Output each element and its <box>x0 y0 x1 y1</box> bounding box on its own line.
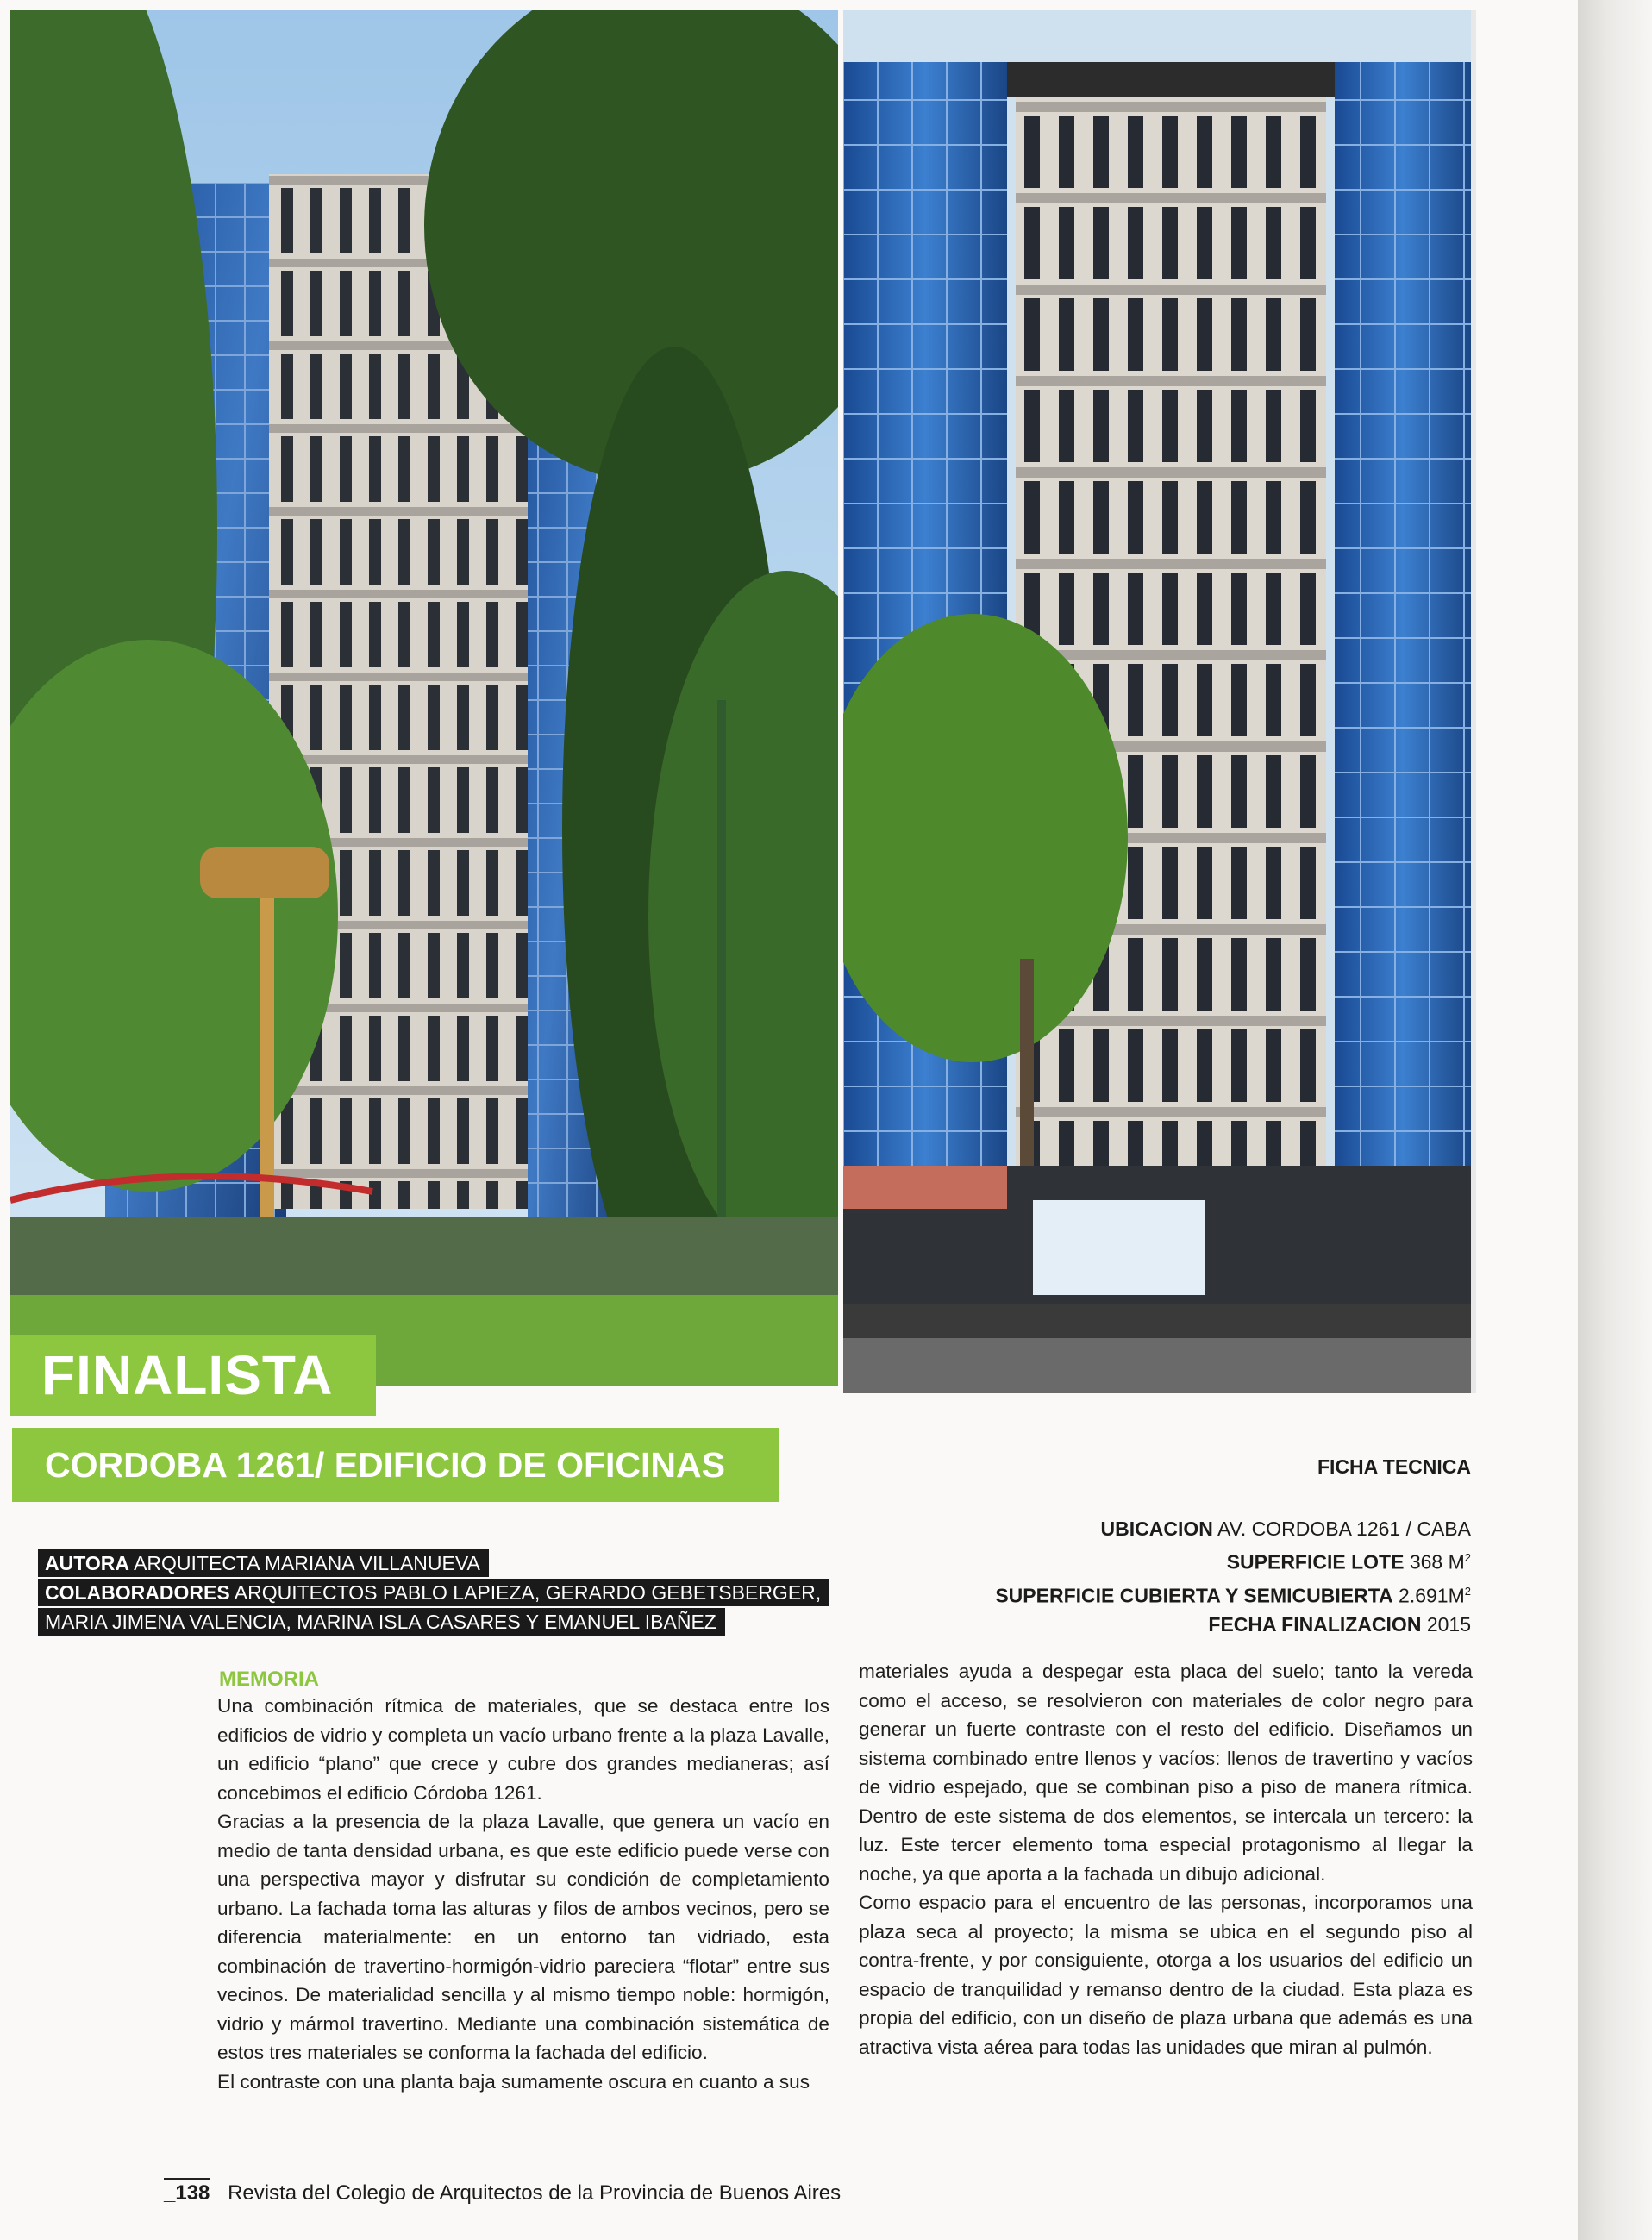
credit-colaboradores <box>38 1579 829 1606</box>
memoria-paragraph-5: Como espacio para el encuentro de las personas, incorporamos una plaza seca al proyecto; la misma se ubica en el segundo piso al contra-frente, y por consiguiente, otorga a los usuarios del edificio un espacio de tranquilidad y remanso dentro de la ciudad. Esta plaza es propia del edificio, con un diseño de plaza urbana que además es una atractiva vista aérea para todas las unidades que miran al pulmón. <box>859 1892 1473 2058</box>
colaboradores-label: COLABORADORES <box>45 1581 230 1604</box>
publication-name: Revista del Colegio de Arquitectos de la Provincia de Buenos Aires <box>228 2181 842 2205</box>
lote-value: 368 M <box>1409 1550 1465 1574</box>
cubierta-superscript: 2 <box>1464 1584 1471 1598</box>
body-column-right <box>859 1657 1473 2062</box>
credits-block <box>38 1549 829 1637</box>
ficha-fecha <box>995 1610 1471 1639</box>
ficha-tecnica-title: FICHA TECNICA <box>1317 1455 1471 1478</box>
page-number: _138 <box>164 2178 210 2205</box>
photo-building-street-facade <box>843 10 1476 1393</box>
cubierta-value: 2.691M <box>1399 1584 1465 1607</box>
body-column-left <box>217 1692 829 2096</box>
project-title-banner: CORDOBA 1261/ EDIFICIO DE OFICINAS <box>12 1428 779 1502</box>
ficha-ubicacion <box>995 1514 1471 1543</box>
colaboradores-value-2: MARIA JIMENA VALENCIA, MARINA ISLA CASARES Y EMANUEL IBAÑEZ <box>45 1611 716 1633</box>
photo-building-from-plaza <box>10 10 838 1386</box>
ubicacion-label: UBICACION <box>1100 1517 1213 1540</box>
lote-label: SUPERFICIE LOTE <box>1226 1550 1405 1574</box>
ubicacion-value: AV. CORDOBA 1261 / CABA <box>1217 1517 1471 1540</box>
finalista-banner: FINALISTA <box>10 1335 376 1416</box>
memoria-paragraph-4: materiales ayuda a despegar esta placa del suelo; tanto la vereda como el acceso, se resolvieron con materiales de color negro para generar un fuerte contraste con el resto del edificio. Diseñamos un sistema combinado entre llenos y vacíos: llenos de travertino y vacíos de vidrio espejado, que se combinan piso a piso de manera rítmica. Dentro de este sistema de dos elementos, se intercala un tercero: la luz. Este tercer elemento toma especial protagonismo al llegar la noche, ya que aporta a la fachada un dibujo adicional. <box>859 1661 1473 1885</box>
ficha-tecnica <box>995 1514 1471 1639</box>
autora-value: ARQUITECTA MARIANA VILLANUEVA <box>134 1552 480 1574</box>
colaboradores-value-1: ARQUITECTOS PABLO LAPIEZA, GERARDO GEBETSBERGER, <box>234 1581 822 1604</box>
page-gutter <box>1578 0 1652 2240</box>
ficha-lote <box>995 1543 1471 1577</box>
autora-label: AUTORA <box>45 1552 129 1574</box>
lote-superscript: 2 <box>1464 1551 1471 1564</box>
cubierta-label: SUPERFICIE CUBIERTA Y SEMICUBIERTA <box>995 1584 1393 1607</box>
credit-colaboradores-cont <box>38 1608 725 1636</box>
memoria-paragraph-3: El contraste con una planta baja sumamente oscura en cuanto a sus <box>217 2070 810 2093</box>
ficha-cubierta <box>995 1577 1471 1611</box>
fecha-label: FECHA FINALIZACION <box>1208 1613 1422 1636</box>
credit-autora <box>38 1549 489 1577</box>
fecha-value: 2015 <box>1426 1613 1471 1636</box>
memoria-paragraph-1: Una combinación rítmica de materiales, que se destaca entre los edificios de vidrio y completa un vacío urbano frente a la plaza Lavalle, un edificio “plano” que crece y cubre dos grandes medianeras; así concebimos el edificio Córdoba 1261. <box>217 1695 829 1804</box>
memoria-paragraph-2: Gracias a la presencia de la plaza Lavalle, que genera un vacío en medio de tanta densidad urbana, es que este edificio puede verse con una perspectiva mayor y disfrutar su condición de completamiento urbano. La fachada toma las alturas y filos de ambos vecinos, pero se diferencia materialmente: en un entorno tan vidriado, esta combinación de travertino-hormigón-vidrio pareciera “flotar” entre sus vecinos. De materialidad sencilla y al mismo tiempo noble: hormigón, vidrio y mármol travertino. Mediante una combinación sistemática de estos tres materiales se conforma la fachada del edificio. <box>217 1811 829 2063</box>
memoria-heading: MEMORIA <box>219 1667 319 1691</box>
page-footer <box>164 2181 841 2206</box>
